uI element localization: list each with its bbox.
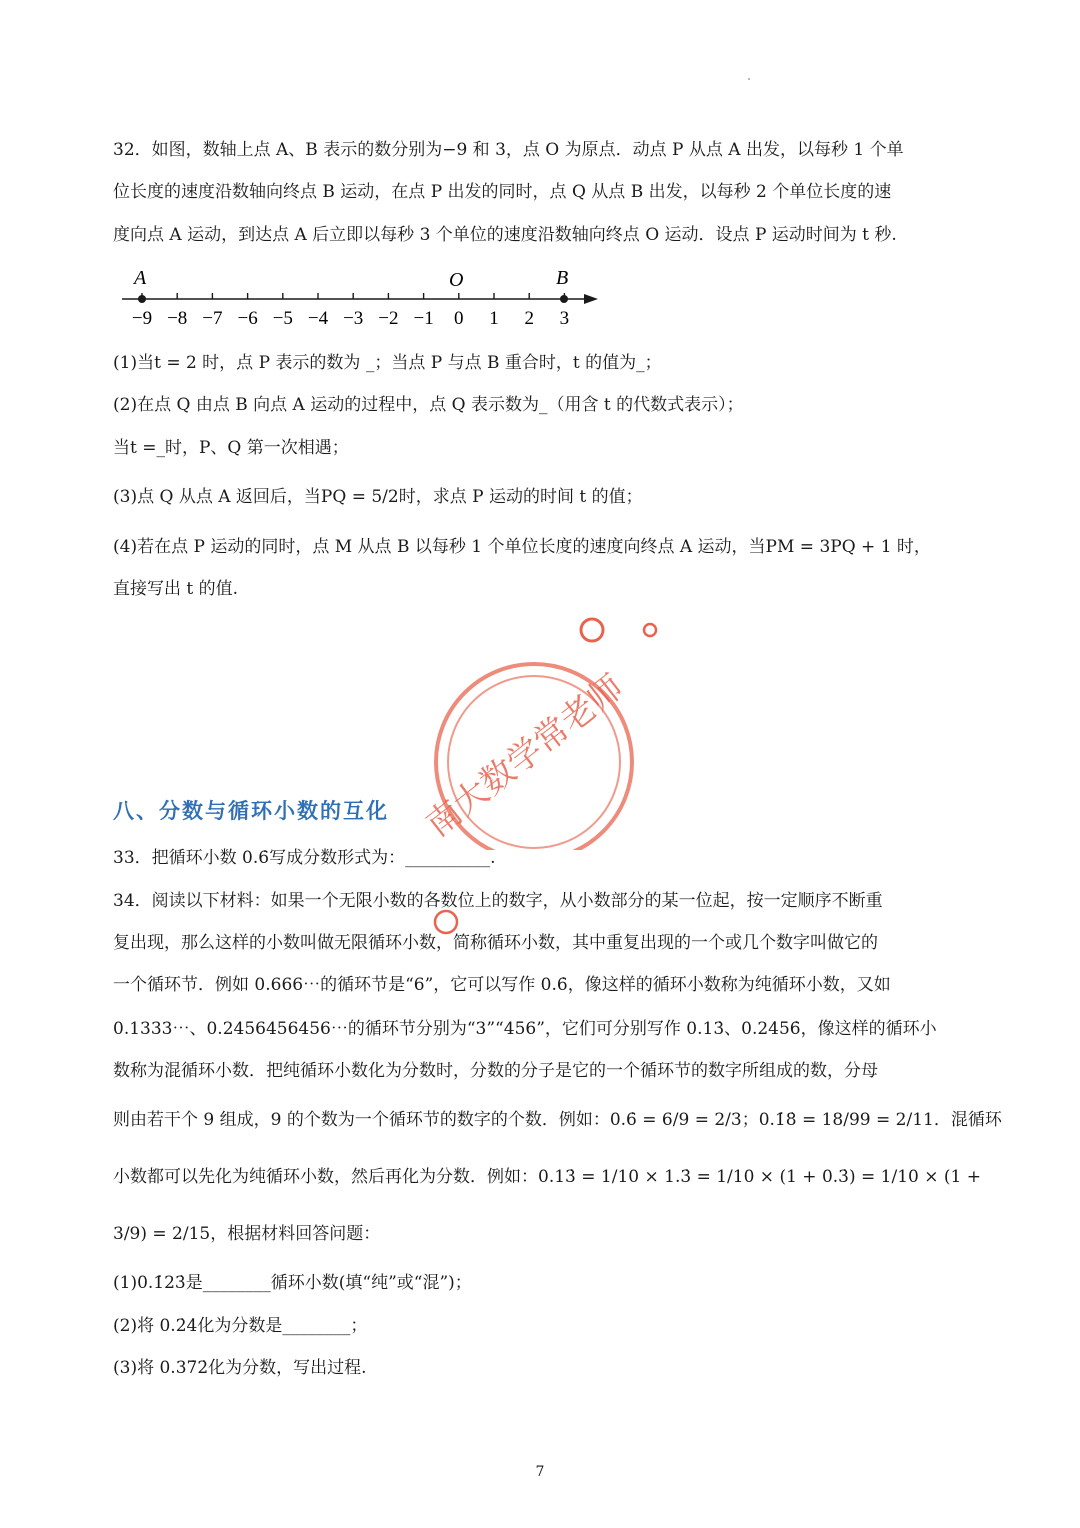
- q33-text: 33．把循环小数 0.6̇写成分数形式为：__________.: [113, 848, 496, 868]
- q34-line-2: 复出现，那么这样的小数叫做无限循环小数，简称循环小数，其中重复出现的一个或几个数字叫做它的: [113, 933, 878, 953]
- q32-line-2: 位长度的速度沿数轴向终点 B 运动，在点 P 出发的同时，点 Q 从点 B 出发，以每秒 2 个单位长度的速: [113, 182, 892, 202]
- q34-line-4: 0.1333⋯、0.2456456456⋯的循环节分别为“3”“456”，它们可分别写作 0.13̇、0.24̇56̇，像这样的循环小: [113, 1019, 937, 1039]
- q32-part-2: (2)在点 Q 由点 B 向点 A 运动的过程中，点 Q 表示数为_（用含 t 的代数式表示）；: [113, 395, 744, 415]
- tick-label: −9: [131, 308, 153, 329]
- q32-line-3: 度向点 A 运动，到达点 A 后立即以每秒 3 个单位的速度沿数轴向终点 O 运动．设点 P 运动时间为 t 秒.: [113, 225, 897, 245]
- stamp-circle-small-1: [581, 619, 603, 641]
- q34-line-1: 34．阅读以下材料：如果一个无限小数的各数位上的数字，从小数部分的某一位起，按一定顺序不断重: [113, 891, 883, 911]
- tick-label: −1: [413, 308, 434, 329]
- tick-label: −5: [272, 308, 293, 329]
- tick-label: −6: [237, 308, 258, 329]
- q32-part-2b: 当t =_时，P、Q 第一次相遇；: [113, 438, 349, 458]
- point-b-label: B: [556, 267, 569, 289]
- number-line-figure: [110, 262, 610, 332]
- stamp-circle-small-2: [644, 624, 656, 636]
- q34-line-3: 一个循环节．例如 0.666⋯的循环节是“6”，它可以写作 0.6̇，像这样的循环小数称为纯循环小数，又如: [113, 975, 891, 995]
- tick-label: 3: [559, 308, 570, 329]
- q32-part-4: (4)若在点 P 运动的同时，点 M 从点 B 以每秒 1 个单位长度的速度向终点 A 运动，当PM = 3PQ + 1 时，: [113, 537, 931, 557]
- tick-label: −3: [343, 308, 364, 329]
- page-number: 7: [535, 1464, 545, 1480]
- q34-part-2: (2)将 0.2̇4̇化为分数是________；: [113, 1316, 368, 1336]
- section-title: 八、分数与循环小数的互化: [113, 799, 389, 823]
- tick-label: −2: [378, 308, 399, 329]
- q32-line-1: 32．如图，数轴上点 A、B 表示的数分别为−9 和 3，点 O 为原点．动点 P 从点 A 出发，以每秒 1 个单: [113, 140, 904, 160]
- stamp-text: 南大数学常老师: [418, 667, 632, 846]
- tick-label: 2: [524, 308, 534, 329]
- q34-line-6: 则由若干个 9 组成，9 的个数为一个循环节的数字的个数．例如：0.6̇ = 6/9 = 2/3；0.1̇8̇ = 18/99 = 2/11．混循环: [113, 1110, 1002, 1130]
- q34-line-5: 数称为混循环小数．把纯循环小数化为分数时，分数的分子是它的一个循环节的数字所组成的数，分母: [113, 1061, 878, 1081]
- tick-label: 0: [454, 308, 464, 329]
- q32-part-3: (3)点 Q 从点 A 返回后，当PQ = 5/2时，求点 P 运动的时间 t 的值；: [113, 487, 643, 507]
- tick-label: −8: [167, 308, 188, 329]
- point-o-label: O: [449, 269, 464, 291]
- point-a-dot: [138, 295, 146, 303]
- q32-part-1: (1)当t = 2 时，点 P 表示的数为 _；当点 P 与点 B 重合时，t 的值为_；: [113, 353, 662, 373]
- tick-label: −7: [202, 308, 223, 329]
- q32-part-4b: 直接写出 t 的值.: [113, 579, 239, 599]
- point-b-dot: [560, 295, 568, 303]
- watermark-stamp: [418, 610, 678, 850]
- number-line-arrow: [584, 294, 598, 304]
- q34-part-1: (1)0.1̇23̇是________循环小数(填“纯”或“混”)；: [113, 1273, 472, 1293]
- q34-part-3: (3)将 0.37̇2̇化为分数，写出过程.: [113, 1358, 367, 1378]
- q34-line-8: 3/9) = 2/15，根据材料回答问题：: [113, 1224, 381, 1244]
- speck: [748, 78, 750, 80]
- q34-line-7: 小数都可以先化为纯循环小数，然后再化为分数．例如：0.13̇ = 1/10 × 1.3̇ = 1/10 × (1 + 0.3̇) = 1/10 × (1 +: [113, 1167, 981, 1187]
- tick-label: 1: [489, 308, 499, 329]
- point-a-label: A: [134, 267, 147, 289]
- tick-label: −4: [307, 308, 329, 329]
